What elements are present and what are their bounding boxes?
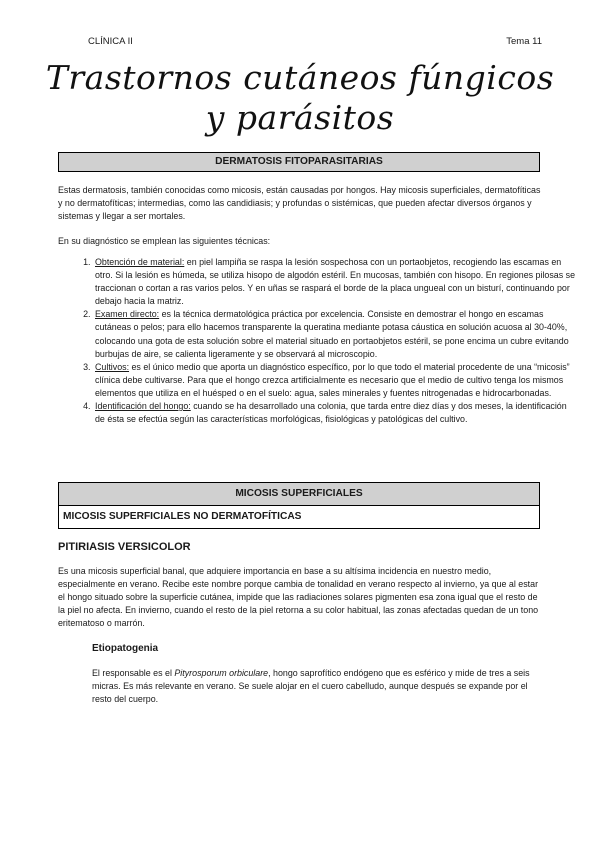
subtopic-heading: Etiopatogenia — [92, 643, 159, 654]
page-title-line-1: Trastornos cutáneos fúngicos — [45, 58, 555, 97]
page-title-line-2: y parásitos — [205, 98, 395, 137]
list-item — [93, 308, 578, 360]
subtopic-text-pre: El responsable es el — [92, 668, 175, 678]
section-heading-dermatosis: DERMATOSIS FITOPARASITARIAS — [58, 152, 540, 172]
header-subject: CLÍNICA II — [88, 36, 133, 47]
list-item — [93, 400, 578, 426]
list-item-term: Identificación del hongo: — [95, 401, 191, 412]
list-item-text: es la técnica dermatológica práctica por excelencia. Consiste en demostrar el hongo en escamas cutáneas o pelos; para ello hacemos transparente la queratina mediante potasa cáustica en solución acuosa al 30-40%, colocando una gota de esta solución sobre el material situado en portaobjetos estéril, se pone encima un cubre evitando burbujas de aire, se calienta ligeramente y se observará al microscopio. — [95, 309, 569, 359]
intro-paragraph: Estas dermatosis, también conocidas como micosis, están causadas por hongos. Hay micosis superficiales, dermatofíticas y no dermatofíticas; intermedias, como las candidiasis; y profundas o sistémicas, que pueden afectar diversos órganos y sistemas y llegar a ser mortales. — [58, 185, 541, 221]
list-item-text: en piel lampiña se raspa la lesión sospechosa con un portaobjetos, recogiendo las escamas en otro. Si la lesión es húmeda, se utiliza hisopo de algodón estéril. En mucosas, también con hisopo. En regiones pilosas se traccionan o cortan a ras varios pelos. Y en uñas se raspará el borde de la placa ungueal con un bisturí, continuando por debajo hacia la matriz. — [95, 257, 576, 307]
subsection-heading-no-dermatofiticas: MICOSIS SUPERFICIALES NO DERMATOFÍTICAS — [58, 506, 540, 529]
subtopic-text-post: , hongo saprofítico endógeno que es esférico y mide de tres a seis micras. Es más relevante en verano. Se suele alojar en el cuero cabelludo, aunque después se expande por el resto del cuerpo. — [92, 668, 530, 704]
subtopic-paragraph — [92, 667, 544, 706]
topic-paragraph: Es una micosis superficial banal, que adquiere importancia en base a su altísima incidencia en nuestro medio, especialmente en verano. Recibe este nombre porque cambia de tonalidad en verano respecto al invierno, ya que al estar el hongo situado sobre la superficie cutánea, impide que las radiaciones solares pigmenten esa zona igual que el resto de la piel no afecta. En invierno, cuando el resto de la piel retorna a su color habitual, las zonas afectadas quedan de un tono eritematoso o marrón. — [58, 566, 539, 628]
list-item-term: Obtención de material: — [95, 257, 185, 267]
techniques-lead: En su diagnóstico se emplean las siguientes técnicas: — [58, 236, 271, 246]
header-topic-number: Tema 11 — [506, 36, 542, 47]
list-item — [93, 361, 578, 400]
list-item-term: Examen directo: — [95, 309, 160, 320]
list-item-text: cuando se ha desarrollado una colonia, que tarda entre diez días y dos meses, la identificación de ésta se efectúa según las características morfológicas, fisiológicas y patológicas del cultivo. — [95, 401, 567, 425]
section-heading-micosis-superficiales: MICOSIS SUPERFICIALES — [58, 482, 540, 506]
techniques-list — [58, 256, 578, 426]
list-item-term: Cultivos: — [95, 361, 130, 372]
organism-name: Pityrosporum orbiculare — [174, 668, 269, 678]
list-item — [93, 256, 578, 308]
topic-heading: PITIRIASIS VERSICOLOR — [58, 541, 191, 553]
list-item-text: es el único medio que aporta un diagnóstico específico, por lo que todo el material procedente de una “micosis” clínica debe cultivarse. Para que el hongo crezca artificialmente es necesario que el medio de cultivo tenga los mismos elementos que utiliza en el huésped o en el suelo: agua, sales minerales y fuentes nitrogenadas e hidrocarbonadas. — [95, 361, 570, 398]
